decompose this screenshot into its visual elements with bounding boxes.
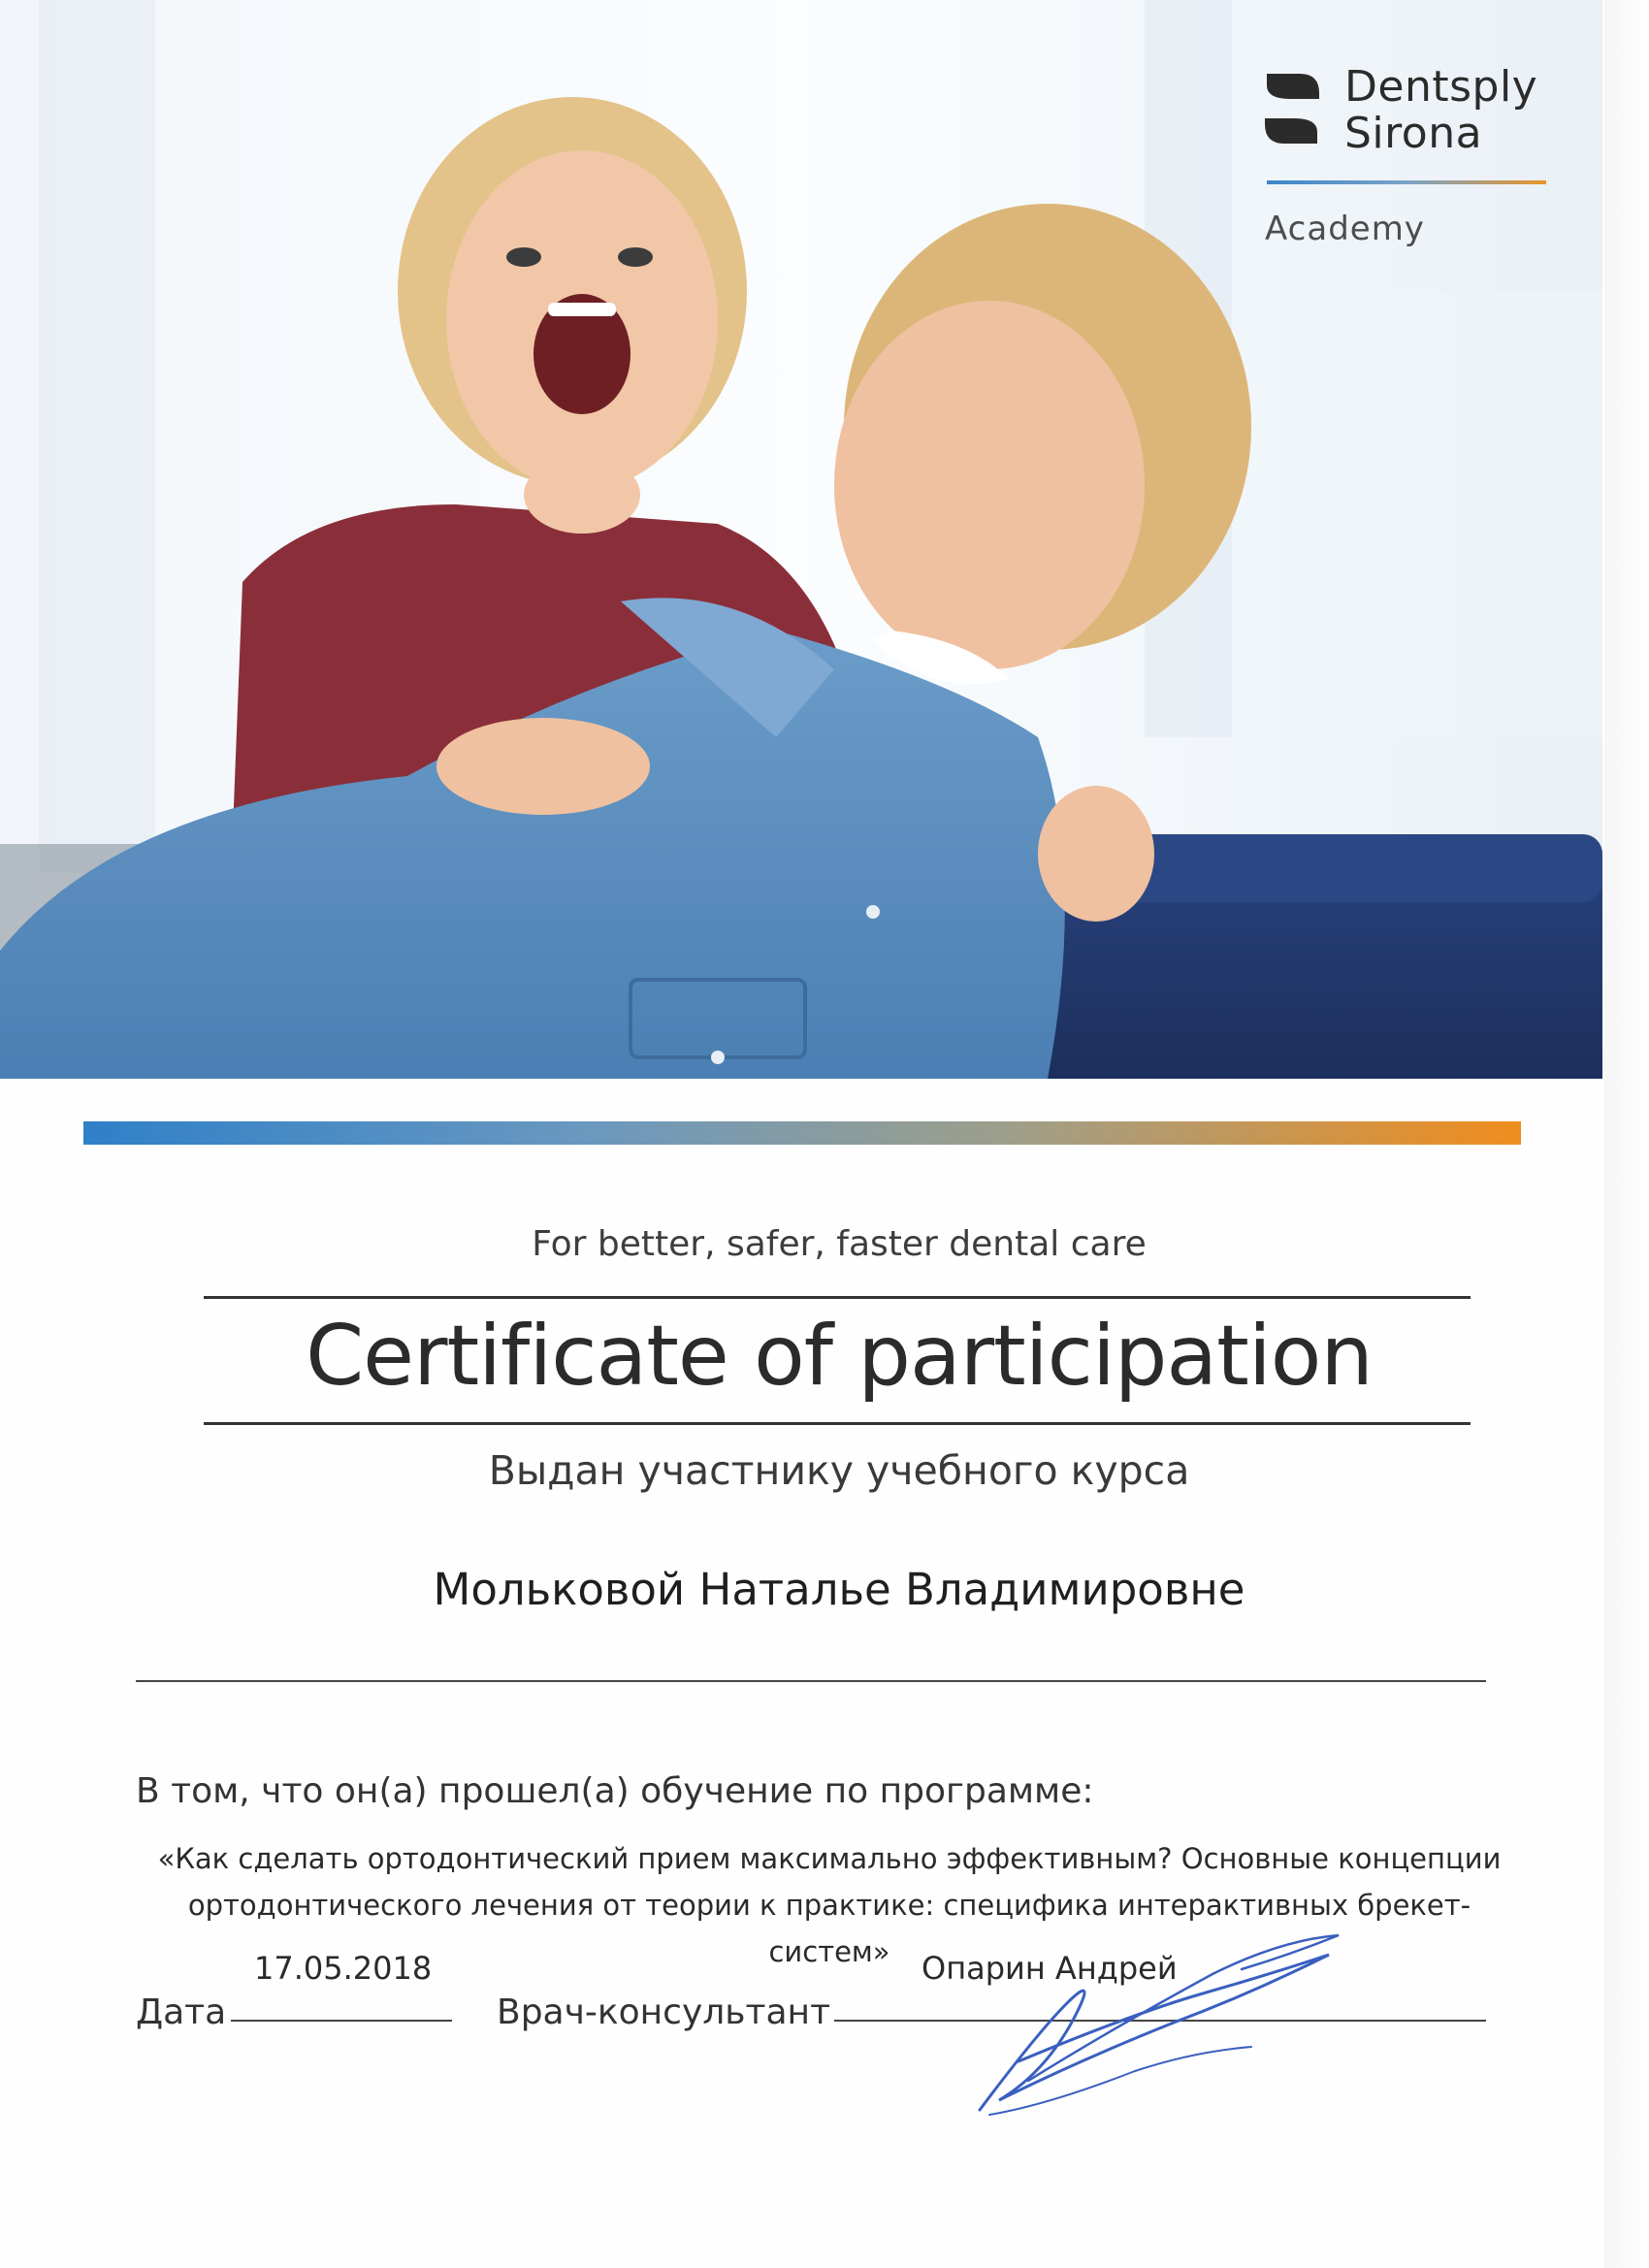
dentsply-sirona-logo [1261, 64, 1552, 268]
dentsply-mark-icon [1261, 68, 1323, 149]
recipient-rule [136, 1680, 1486, 1682]
title-rule-bottom [204, 1422, 1471, 1425]
scan-edge [1604, 0, 1649, 2268]
program-title-line2: ортодонтического лечения от теории к практике: специфика интерактивных брекет-систем» [187, 1889, 1471, 1968]
logo-brand-line2: Sirona [1344, 109, 1483, 158]
consultant-label: Врач-консультант [497, 1993, 831, 2032]
date-label: Дата [136, 1993, 227, 2032]
consultant-name: Опарин Андрей [922, 1950, 1178, 1987]
certificate-title: Certificate of participation [306, 1308, 1373, 1405]
logo-wordmark [1344, 64, 1537, 157]
logo-brand-line1: Dentsply [1344, 62, 1538, 112]
gradient-band [83, 1121, 1521, 1145]
title-rule-top [204, 1296, 1471, 1299]
date-value: 17.05.2018 [254, 1950, 433, 1987]
recipient-name: Мольковой Наталье Владимировне [433, 1564, 1245, 1615]
tagline: For better, safer, faster dental care [532, 1224, 1147, 1264]
logo-gradient-line [1267, 180, 1546, 184]
logo-academy: Academy [1265, 210, 1425, 248]
date-line [231, 2020, 452, 2022]
certificate-subtitle: Выдан участнику учебного курса [488, 1447, 1190, 1494]
completion-statement: В том, что он(а) прошел(а) обучение по программе: [136, 1771, 1094, 1811]
program-title-line1: «Как сделать ортодонтический прием максимально эффективным? Основные концепции [157, 1842, 1502, 1875]
handwritten-signature [960, 1916, 1348, 2124]
